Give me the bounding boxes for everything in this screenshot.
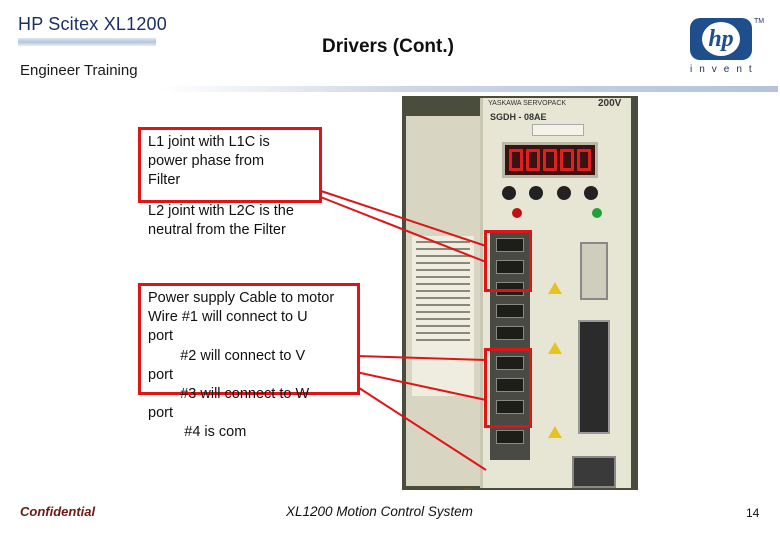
drive-button-row [502, 186, 598, 200]
slide-title: Drivers (Cont.) [322, 36, 454, 57]
brand-subtitle: Engineer Training [20, 62, 138, 79]
terminal-highlight-b-terminals [484, 348, 532, 428]
hp-logo-tagline: invent [690, 64, 759, 75]
servo-drive-photo [402, 96, 638, 490]
brand-title: HP Scitex XL1200 [18, 14, 167, 34]
cn1-connector [578, 320, 610, 434]
terminal-highlight-l1-l2 [484, 230, 532, 292]
hp-logo-letters: hp [702, 22, 740, 56]
brand-block [18, 14, 167, 79]
ground-screw [458, 488, 478, 490]
page-number: 14 [746, 506, 760, 520]
header-divider [160, 86, 778, 92]
drive-brand-label: YASKAWA SERVOPACK [488, 100, 567, 107]
seven-segment-display [502, 142, 598, 178]
hp-logo-badge [690, 18, 752, 60]
power-led [592, 208, 602, 218]
warning-label-panel [412, 236, 474, 396]
callout-motor-text: Power supply Cable to motor Wire #1 will connect to U port #2 will connect to V port #3 will connect to W port #4 is com [148, 290, 335, 441]
drive-side-panel [406, 116, 482, 486]
brand-underline [18, 38, 156, 46]
drive-button [557, 186, 571, 200]
footer-confidential: Confidential [20, 504, 96, 519]
drive-button [502, 186, 516, 200]
drive-voltage-label: 200V [598, 98, 622, 109]
drive-button [529, 186, 543, 200]
hp-logo [690, 18, 765, 78]
cn2-connector [572, 456, 616, 488]
callout-l1-text: L1 joint with L1C is power phase from Filter [148, 134, 270, 189]
footer-title: XL1200 Motion Control System [286, 504, 473, 519]
warning-triangle-icon [548, 426, 562, 438]
cn3-connector [580, 242, 608, 300]
callout-l2-text: L2 joint with L2C is the neutral from the Filter [148, 203, 294, 239]
charge-led [512, 208, 522, 218]
drive-button [584, 186, 598, 200]
warning-triangle-icon [548, 342, 562, 354]
warning-triangle-icon [548, 282, 562, 294]
drive-model-plate [532, 124, 584, 136]
drive-model-label: SGDH - 08AE [490, 112, 547, 122]
hp-logo-trademark: TM [754, 18, 765, 25]
